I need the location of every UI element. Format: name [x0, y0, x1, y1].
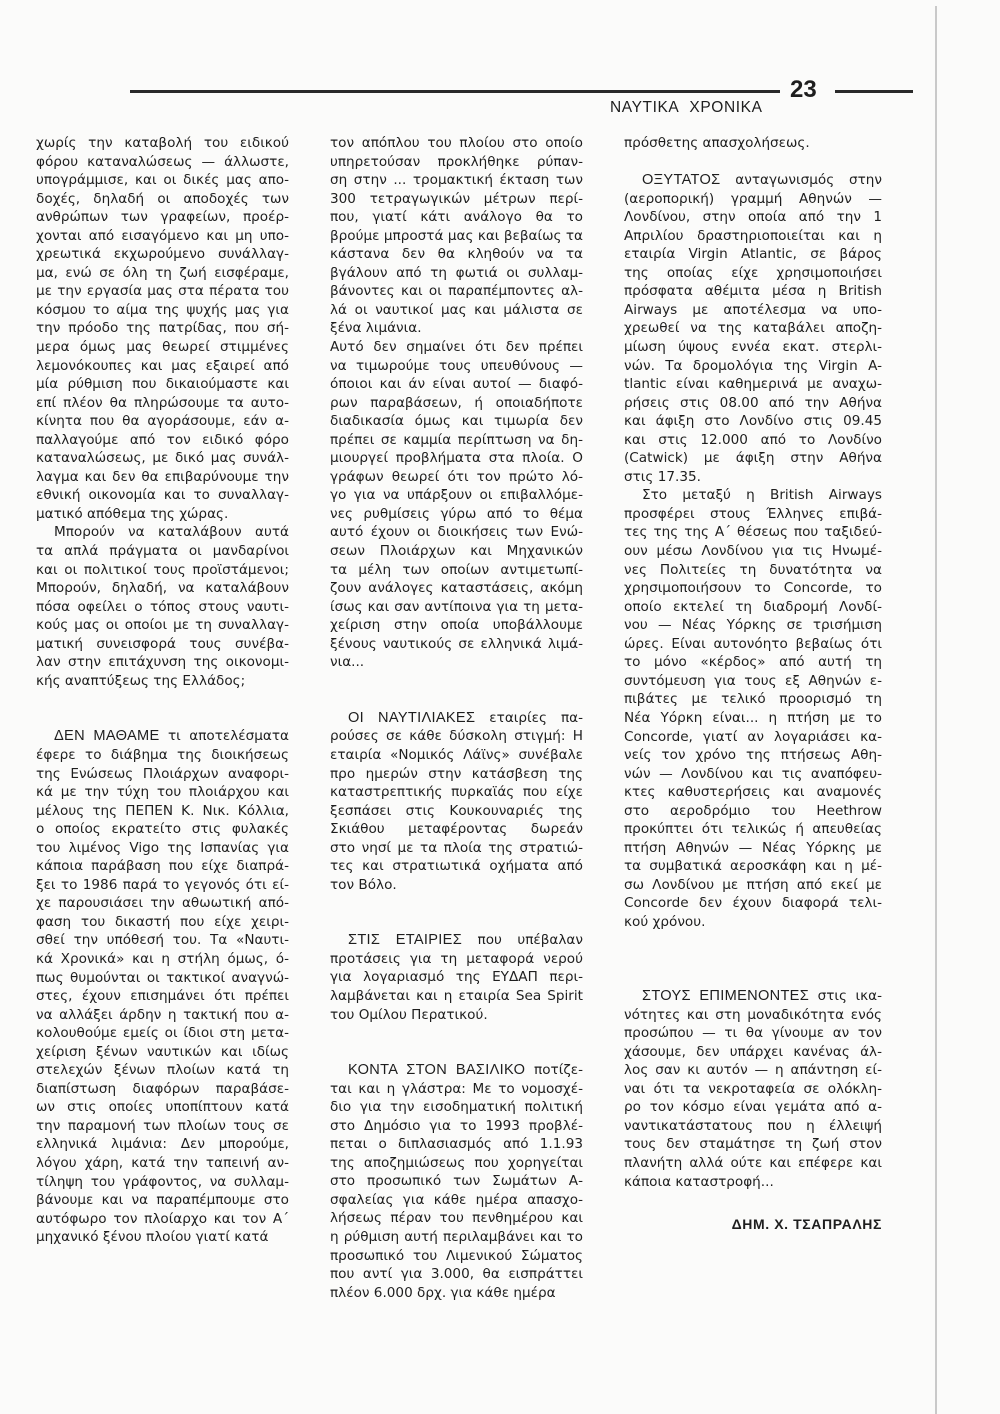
text-line: λαν στην επιτάχυνση της οικονομι-: [36, 654, 289, 671]
text-line: σεων Πλοιάρχων και Μηχανικών: [330, 543, 583, 560]
text-line: πεται ο διπλασιασμός από 1.1.93: [330, 1136, 583, 1153]
text-line: πιβάτες με τελικό προορισμό τη: [624, 691, 882, 708]
text-line: πόσα οφείλει ο τόπος στους ναυτι-: [36, 598, 289, 615]
text-line: αυτόφωρο τον πλοίαρχο και τον Α΄: [36, 1210, 289, 1227]
text-run: τι αποτελέσματα: [159, 728, 290, 745]
text-line: Μπορούν, δηλαδή, να καταλάβουν: [36, 580, 289, 597]
paragraph: [624, 486, 882, 931]
text-line: ξένους ναυτικούς σε ελληνικά λιμά-: [330, 635, 583, 652]
text-line: σφαλείας για κάθε ημέρα απασχο-: [330, 1191, 583, 1208]
text-line: τα συμβατικά αεροσκάφη και η μέ-: [624, 858, 882, 875]
text-line: χρεωτικά εκχωρούμενο συνάλλαγ-: [36, 246, 289, 263]
text-line: του Ομίλου Περατικού.: [330, 1006, 488, 1023]
text-line: χε παρουσιάσει την αθωωτική από-: [36, 895, 289, 912]
text-line: κτες καθυστερήσεις και αναμονές: [624, 784, 882, 801]
text-line: διαπίστωση διαφόρων παραβάσε-: [36, 1080, 289, 1097]
text-line: της οποίας είχε χρησιμοποιήσει: [624, 264, 882, 281]
text-line: Λονδίνου, στην οποία από την 1: [624, 209, 882, 226]
text-line: και άφιξη στο Λονδίνο στις 09.45: [624, 413, 882, 430]
text-line: [624, 987, 882, 1006]
text-line: μηχανικό ξένου πλοίου γιατί κατά: [36, 1229, 269, 1246]
paragraph-lead-caps: ΔΕΝ ΜΑΘΑΜΕ: [54, 728, 160, 745]
paragraph: [330, 338, 583, 672]
text-run: στις ικα-: [809, 988, 883, 1005]
text-run: που υπέβαλαν: [462, 932, 583, 949]
paragraph-lead-caps: ΣΤΙΣ ΕΤΑΙΡΙΕΣ: [348, 932, 463, 949]
text-line: καταναλώσεως, με δικό μας συνάλ-: [36, 450, 289, 467]
text-line: τον απόπλου του πλοίου στο οποίο: [330, 135, 583, 151]
text-line: πρόσθετης απασχολήσεως.: [624, 135, 810, 151]
column-3: [624, 134, 882, 1234]
paragraph: [624, 987, 882, 1191]
text-line: στες, έχουν επισημάνει ότι πρέπει: [36, 988, 289, 1005]
text-line: τα απλά πράγματα οι μανδαρίνοι: [36, 543, 289, 560]
text-line: βγάλουν από τη φωτιά οι συλλαμ-: [330, 264, 583, 281]
text-line: Αυτό δεν σημαίνει ότι δεν πρέπει: [330, 339, 583, 356]
paragraph: [330, 931, 583, 1024]
text-line: νών. Τα δρομολόγια της Virgin A-: [624, 357, 882, 374]
paragraph: [36, 727, 289, 1246]
text-line: κά με την τύχη του πλοιάρχου και: [36, 784, 289, 801]
text-line: προσώπου — τι θα γίνουμε αν τον: [624, 1025, 882, 1042]
text-line: λεμονόκουπες και μας εξαιρεί από: [36, 357, 289, 374]
text-line: να τιμωρούμε τους υπευθύνους —: [330, 357, 583, 374]
text-line: Σκιάθου μεταφέροντας δωρεάν: [330, 821, 583, 838]
spacer: [624, 932, 882, 969]
text-line: την πρόοδο της πατρίδας, που σή-: [36, 320, 289, 337]
text-line: ναντικατάστατους που η έλλειψή: [624, 1117, 882, 1134]
text-line: χείριση ξένων ναυτικών και ιδίως: [36, 1043, 289, 1060]
header-rule: [130, 90, 780, 93]
text-line: [36, 727, 289, 746]
text-line: μιουργεί προβλήματα στα πλοία. Ο: [330, 450, 583, 467]
text-line: λαμβάνεται και η εταιρία Sea Spirit: [330, 987, 583, 1004]
text-line: μα, ενώ σε όλη τη ζωή εισφέραμε,: [36, 264, 289, 281]
text-line: σω Λονδίνου με πτήση από εκεί με: [624, 876, 882, 893]
paragraph: [624, 134, 882, 153]
text-line: αυτό έχουν οι διοικήσεις των Ενώ-: [330, 524, 583, 541]
text-line: προτάσεις για τη μεταφορά νερού: [330, 950, 583, 967]
paragraph: [624, 171, 882, 486]
text-line: πλέον 6.000 δρχ. για κάθε ημέρα: [330, 1284, 556, 1301]
text-line: προσωπικό του Λιμενικού Σώματος: [330, 1247, 583, 1264]
spacer: [330, 894, 583, 931]
text-line: κάποια παράβαση που είχε διαπρά-: [36, 858, 289, 875]
text-line: μέλους της ΠΕΠΕΝ Κ. Νικ. Κόλλια,: [36, 802, 289, 819]
paragraph: [36, 134, 289, 523]
text-line: γο για να υπάρξουν οι επιβαλλόμε-: [330, 487, 583, 504]
text-line: τες και στρατιωτικά οχήματα από: [330, 858, 583, 875]
text-line: πτήση Αθηνών — Νέας Υόρκης με: [624, 839, 882, 856]
text-line: δοχές, δηλαδή οι αποδοχές των: [36, 190, 289, 207]
text-line: κούς μας οι οποίοι με τη συναλλαγ-: [36, 617, 289, 634]
text-line: πρέπει σε καμμία περίπτωση να δη-: [330, 431, 583, 448]
text-line: ση στην ... τρομακτική έκταση των: [330, 172, 583, 189]
text-run: εταιρίες πα-: [475, 709, 583, 726]
text-line: μία ρύθμιση που δικαιούμαστε και: [36, 376, 289, 393]
text-line: χάσουμε, δεν υπάρχει κανένας άλ-: [624, 1043, 882, 1060]
spacer: [330, 672, 583, 709]
text-line: κάποια καταστροφή...: [624, 1173, 774, 1190]
text-line: λά οι ναυτικοί μας και μάλιστα σε: [330, 301, 583, 318]
paragraph: [330, 134, 583, 338]
text-line: προ ημερών στην κατάσβεση της: [330, 765, 583, 782]
text-line: βάνουμε και να παραπέμπουμε στο: [36, 1192, 289, 1209]
text-line: τους δεν σταμάτησε τη ζωή στον: [624, 1136, 882, 1153]
text-line: πως θυμούνται οι τακτικοί αναγνώ-: [36, 969, 289, 986]
running-title: ΝΑΥΤΙΚΑ ΧΡΟΝΙΚΑ: [610, 99, 763, 116]
text-line: φόρου καταναλώσεως — άλλωστε,: [36, 153, 289, 170]
text-line: ται και η γλάστρα: Με το νομοσχέ-: [330, 1080, 583, 1097]
text-line: [330, 709, 583, 728]
text-line: ελληνικά λιμάνια: Δεν μπορούμε,: [36, 1136, 289, 1153]
page-edge-divider: [935, 6, 937, 1414]
text-line: το μόνο «κέρδος» από αυτή τη: [624, 654, 882, 671]
text-line: λαγμα και δεν θα επιβαρύνουμε την: [36, 468, 289, 485]
text-line: (αεροπορική) γραμμή Αθηνών —: [624, 190, 882, 207]
paragraph-lead-caps: ΚΟΝΤΑ ΣΤΟΝ ΒΑΣΙΛΙΚΟ: [348, 1062, 526, 1079]
text-line: μερα όμως μας θεωρεί στιμμένες: [36, 339, 289, 356]
text-line: την παραμονή των πλοίων τους σε: [36, 1117, 289, 1134]
spacer: [36, 690, 289, 727]
page-number: 23: [790, 76, 817, 103]
text-line: ώρες. Είναι αυτονόητο βεβαίως ότι: [624, 635, 882, 652]
text-line: νες ρυθμίσεις γύρω από το θέμα: [330, 505, 583, 522]
text-line: κάστανα δεν θα κληθούν να τα: [330, 246, 583, 263]
text-line: [624, 171, 882, 190]
text-line: υπηρετούσαν προκλήθηκε ρύπαν-: [330, 153, 583, 170]
text-line: 300 τετραγωγικών μέτρων περί-: [330, 190, 583, 207]
text-line: στο αεροδρόμιο του Heethrow: [624, 802, 882, 819]
text-line: διαδικασία όμως και τιμωρία δεν: [330, 413, 583, 430]
text-line: τον Βόλο.: [330, 876, 397, 893]
text-line: ρο τον κόσμο είναι γεμάτα από α-: [624, 1099, 882, 1116]
header-rule-right: [835, 90, 913, 93]
text-line: τες της της Α΄ θέσεως που ταξιδεύ-: [624, 524, 882, 541]
text-line: εταιρία «Νομικός Λάϊνς» συνέβαλε: [330, 746, 583, 763]
text-line: γράφων θεωρεί ότι τον πρώτο λό-: [330, 468, 583, 485]
text-line: με την εργασία μας στα πέρατα του: [36, 283, 289, 300]
text-line: ναι ότι τα νεκροταφεία σε ολόκλη-: [624, 1080, 882, 1097]
text-line: ουν μέσω Λονδίνου για τις Ηνωμέ-: [624, 543, 882, 560]
text-line: επί πλέον θα πληρώσουμε τα αυτο-: [36, 394, 289, 411]
paragraph: [330, 1061, 583, 1302]
text-line: τα μέλη των οποίων αντιμετωπί-: [330, 561, 583, 578]
text-line: που, γιατί κάτι ανάλογο θα το: [330, 209, 583, 226]
text-line: Στο μεταξύ η British Airways: [642, 487, 882, 504]
text-line: ρήσεις στις 08.00 από την Αθήνα: [624, 394, 882, 411]
text-line: ματική συνεισφορά τους συνέβα-: [36, 635, 289, 652]
text-line: που αντί για 3.000, θα εισπράττει: [330, 1266, 583, 1283]
text-line: νου — Νέας Υόρκης σε τρισήμιση: [624, 617, 882, 634]
text-line: χρησιμοποιήσουν το Concorde, το: [624, 580, 882, 597]
text-line: όποιοι και άν είναι αυτοί — διαφό-: [330, 376, 583, 393]
text-line: κολουθούμε εμείς οι ίδιοι στη μετα-: [36, 1025, 289, 1042]
text-line: ρων παραβάσεων, ή οποιαδήποτε: [330, 394, 583, 411]
text-line: καταστρεπτικής πυρκαϊάς που είχε: [330, 784, 583, 801]
paragraph: [36, 523, 289, 690]
paragraph-lead-caps: ΣΤΟΥΣ ΕΠΙΜΕΝΟΝΤΕΣ: [642, 988, 810, 1005]
text-line: βρούμε μπροστά μας και βεβαίως τα: [330, 227, 583, 244]
text-line: βάνοντες και οι παραπέμποντες αλ-: [330, 283, 583, 300]
text-run: ανταγωνισμός στην: [720, 172, 882, 189]
text-line: ξει το 1986 παρά το γεγονός ότι εί-: [36, 876, 289, 893]
paragraph-lead-caps: ΟΞΥΤΑΤΟΣ: [642, 172, 721, 189]
text-line: και στις 12.000 από το Λονδίνο: [624, 431, 882, 448]
author-signature: ΔΗΜ. Χ. ΤΣΑΠΡΑΛΗΣ: [731, 1216, 882, 1233]
text-line: κίνητα που θα αγοράσουμε, εάν α-: [36, 413, 289, 430]
text-line: Concorde δεν έχουν διαφορά τελι-: [624, 895, 882, 912]
text-line: ίσως και σαν αντίποινα για τη μετα-: [330, 598, 583, 615]
text-line: πρόσφατα αθέμιτα μέσα η British: [624, 283, 882, 300]
text-line: νότητες και στη μοναδικότητα ενός: [624, 1006, 882, 1023]
text-line: και οι πολιτικοί τους προϊστάμενοι;: [36, 561, 289, 578]
spacer: [624, 969, 882, 988]
text-line: στο Δημόσιο για το 1993 προβλέ-: [330, 1117, 583, 1134]
text-line: κού χρόνου.: [624, 913, 706, 930]
text-line: ανθρώπων των γραφείων, προέρ-: [36, 209, 289, 226]
text-line: χρεωθεί να της καταβάλει αποζη-: [624, 320, 882, 337]
text-line: χείριση στην οποία υποβάλλουμε: [330, 617, 583, 634]
text-line: έφερε το διάβημα της διοικήσεως: [36, 746, 289, 763]
text-line: (Catwick) με άφιξη στην Αθήνα: [624, 450, 882, 467]
text-line: παλλαγούμε από τον ειδικό φόρο: [36, 431, 289, 448]
text-line: ματικό απόθεμα της χώρας.: [36, 505, 229, 522]
text-line: χωρίς την καταβολή του ειδικού: [36, 135, 289, 151]
text-line: να αλλάξει άρδην η τακτική που α-: [36, 1006, 289, 1023]
text-line: στο νησί με τα πλοία της στρατιώ-: [330, 839, 583, 856]
text-line: ων στις οποίες υποπίπτουν κατά: [36, 1099, 289, 1116]
text-line: [330, 931, 583, 950]
text-line: διο για την εισοδηματική πολιτική: [330, 1099, 583, 1116]
text-line: σθεί την υπόθεσή του. Τα «Ναυτι-: [36, 932, 289, 949]
text-line: εταιρία Virgin Atlantic, σε βάρος: [624, 246, 882, 263]
text-line: στελεχών ξένων πλοίων κατά τη: [36, 1062, 289, 1079]
text-line: ξεσπάσει στις Κουκουναριές της: [330, 802, 583, 819]
text-line: προκύπτει ότι τελικώς ή απευθείας: [624, 821, 882, 838]
text-line: [330, 1061, 583, 1080]
text-line: ζουν ανάλογες καταστάσεις, ακόμη: [330, 580, 583, 597]
text-line: Νέα Υόρκη είναι... η πτήση με το: [624, 709, 882, 726]
text-line: στις 17.35.: [624, 468, 701, 485]
text-line: της Ενώσεως Πλοιάρχων αναφορι-: [36, 765, 289, 782]
text-line: ξένα λιμάνια.: [330, 320, 422, 337]
text-run: ποτίζε-: [525, 1062, 583, 1079]
text-line: Απριλίου δραστηριοποιείται και η: [624, 227, 882, 244]
text-line: πλανήτη αλλά ούτε και επέφερε και: [624, 1154, 882, 1171]
text-line: λος σαν κι αυτόν — η απάντηση εί-: [624, 1062, 882, 1079]
text-line: η ρύθμιση αυτή περιλαμβάνει και το: [330, 1228, 583, 1245]
text-line: λήσεως πέραν του πενθημέρου και: [330, 1210, 583, 1227]
text-line: της αποζημιώσεως που χορηγείται: [330, 1154, 583, 1171]
text-line: κόσμου το αίμα της ψυχής μας για: [36, 301, 289, 318]
text-line: εθνική οικονομία και το συναλλαγ-: [36, 487, 289, 504]
text-line: λόγου χάρη, κατά την ταπεινή αν-: [36, 1154, 289, 1171]
text-line: tlantic είναι καθημερινά με αναχω-: [624, 376, 882, 393]
text-line: νών — Λονδίνου και τις αναπόφευ-: [624, 765, 882, 782]
text-line: χονται από εισαγόμενο και μη υπο-: [36, 227, 289, 244]
text-line: Μπορούν να καταλάβουν αυτά: [54, 524, 289, 541]
text-line: Airways με αποτέλεσμα να υπο-: [624, 301, 882, 318]
paragraph: [330, 709, 583, 894]
text-line: προσφέρει στους Έλληνες επιβά-: [624, 505, 882, 522]
spacer: [624, 153, 882, 172]
text-line: μίωση ύψους εννέα εκατ. στερλι-: [624, 339, 882, 356]
text-line: οποίο εκτελεί τη διαδρομή Λονδί-: [624, 598, 882, 615]
paragraph-lead-caps: ΟΙ ΝΑΥΤΙΛΙΑΚΕΣ: [348, 709, 476, 726]
spacer: [330, 1024, 583, 1061]
text-line: υπογράμμισε, και οι δικές μας απο-: [36, 172, 289, 189]
text-line: του λιμένος Vigo της Ισπανίας για: [36, 839, 289, 856]
text-line: κά Χρονικά» και η στήλη όμως, ό-: [36, 950, 289, 967]
text-line: νες Πολιτείες τη δυνατότητα να: [624, 561, 882, 578]
text-line: ο οποίος εκρατείτο στις φυλακές: [36, 821, 289, 838]
text-line: νείς τον χρόνο της πτήσεως Αθη-: [624, 747, 882, 764]
text-line: φαση του δικαστή που είχε χειρι-: [36, 913, 289, 930]
text-line: ρούσες σε κάθε δύσκολη στιγμή: Η: [330, 728, 583, 745]
column-2: [330, 134, 583, 1302]
text-line: για λογαριασμό της ΕΥΔΑΠ περι-: [330, 969, 583, 986]
text-line: στο προσωπικό των Σωμάτων Α-: [330, 1173, 583, 1190]
column-1: [36, 134, 289, 1247]
text-line: τίληψη του γράφοντος, να συλλαμ-: [36, 1173, 289, 1190]
text-line: κής αναπτύξεως της Ελλάδος;: [36, 672, 246, 689]
text-line: συντόμευση για τους εξ Αθηνών ε-: [624, 672, 882, 689]
text-line: Concorde, γιατί αν λογαριάσει κα-: [624, 728, 882, 745]
text-line: νια...: [330, 654, 365, 671]
